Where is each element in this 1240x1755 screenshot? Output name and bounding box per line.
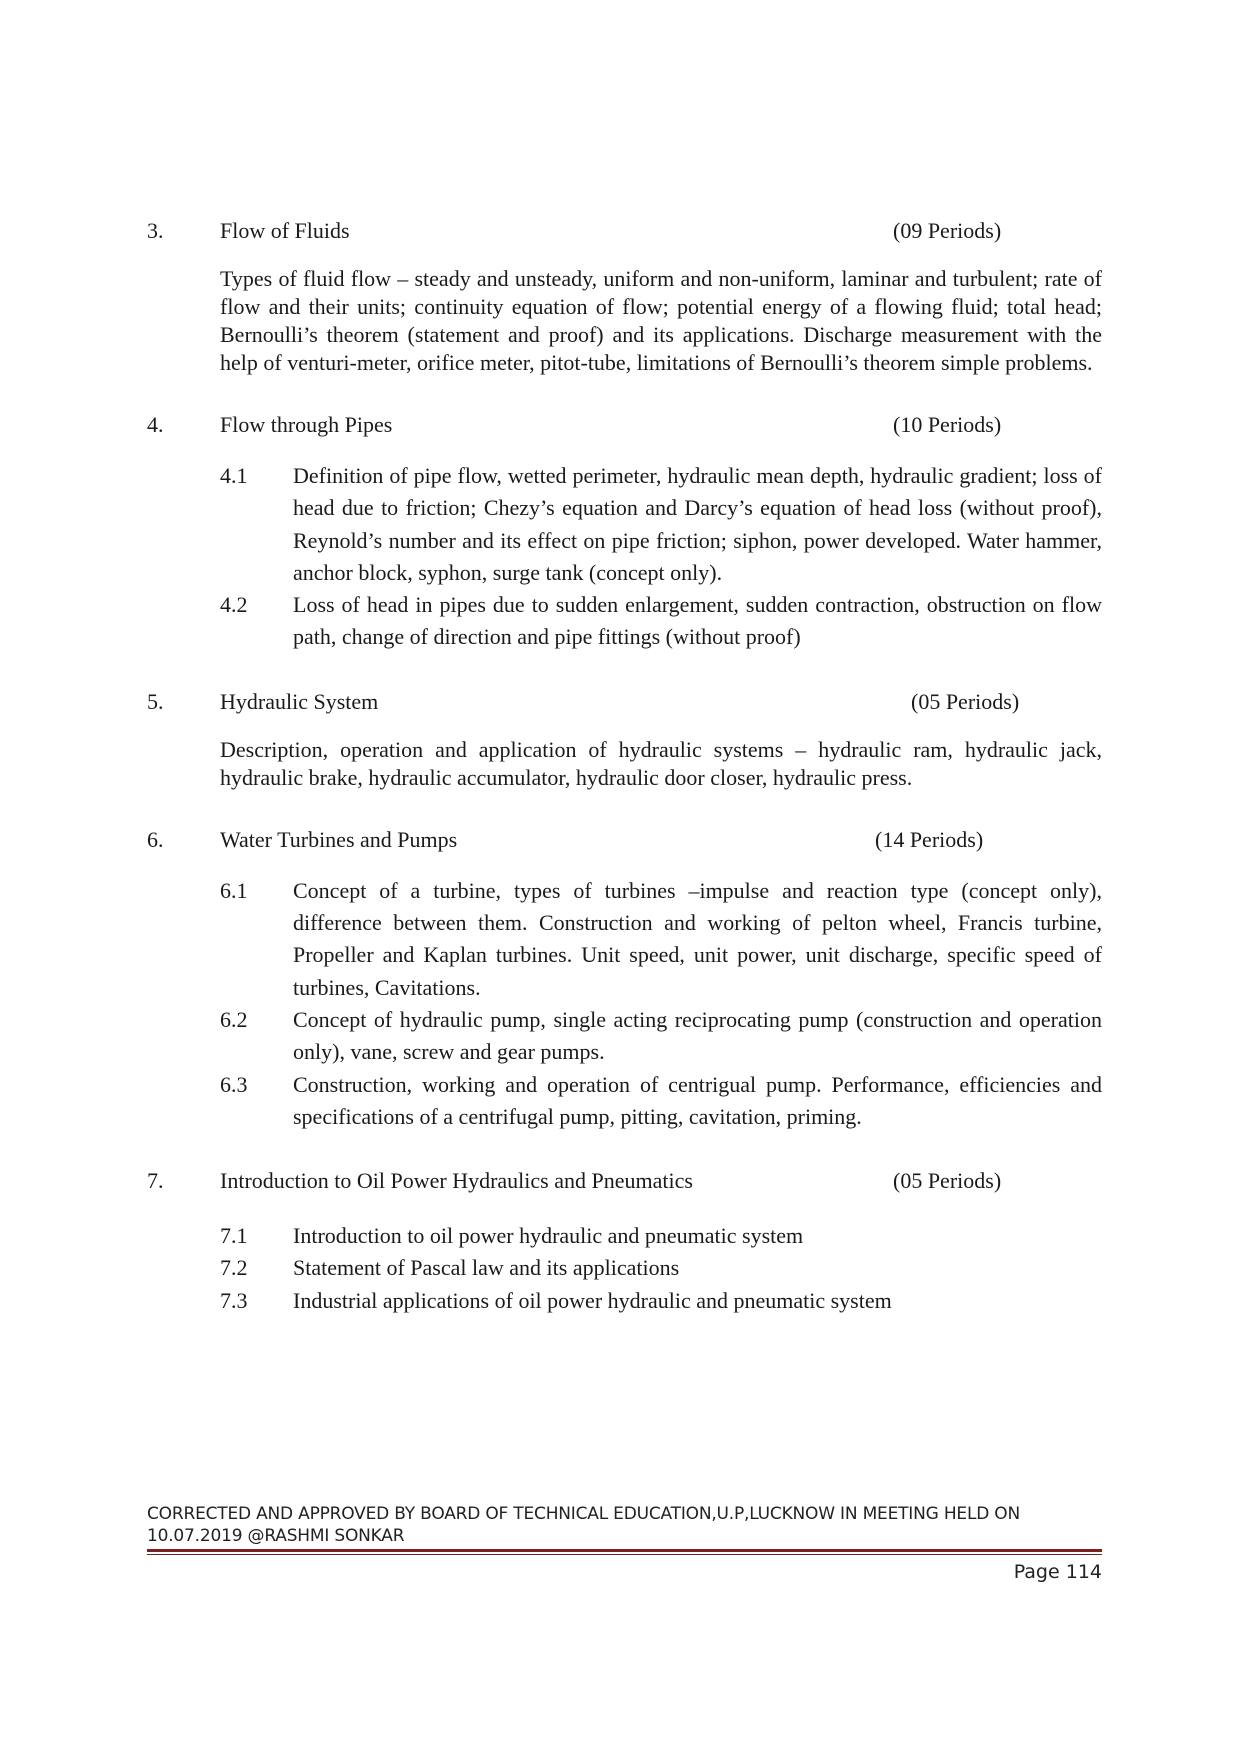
subtopic-number: 7.1: [220, 1223, 248, 1249]
syllabus-content: [147, 216, 1102, 1317]
section-periods: (05 Periods): [893, 1168, 1002, 1194]
section-title: Water Turbines and Pumps: [220, 826, 458, 852]
section-periods: (09 Periods): [893, 218, 1002, 243]
subtopic-text: Concept of a turbine, types of turbines –impulse and reaction type (concept only), difference between them. Construction and working of pelton wheel, Francis turbine, Propeller and Kaplan turbines. Unit speed, unit power, unit discharge, specific speed of turbines, Cavitations.: [293, 877, 1102, 1000]
subtopic-text: Loss of head in pipes due to sudden enlargement, sudden contraction, obstruction on flow path, change of direction and pipe fittings (without proof): [293, 592, 1102, 650]
section-title: Flow of Fluids: [220, 218, 350, 243]
subtopic-text: Statement of Pascal law and its applications: [293, 1255, 680, 1281]
subtopic-text: Definition of pipe flow, wetted perimeter, hydraulic mean depth, hydraulic gradient; loss of head due to friction; Chezy’s equation and Darcy’s equation of head loss (without proof), Reynold’s number and its effect on pipe friction; siphon, power developed. Water hammer, anchor block, syphon, surge tank (concept only).: [293, 463, 1102, 585]
section-number: 3.: [147, 218, 164, 243]
footer-note-line: CORRECTED AND APPROVED BY BOARD OF TECHNICAL EDUCATION,U.P,LUCKNOW IN MEETING HELD ON: [147, 1504, 1021, 1524]
subtopic-number: 6.2: [220, 1006, 248, 1032]
subtopic-number: 7.2: [220, 1255, 248, 1281]
section-number: 6.: [147, 826, 164, 852]
subtopic-number: 4.1: [220, 463, 248, 488]
section-number: 7.: [147, 1168, 164, 1194]
footer-divider-thin: [147, 1554, 1102, 1555]
subtopic-item: [220, 1285, 1102, 1317]
subtopic-number: 7.3: [220, 1287, 248, 1313]
section-title: Hydraulic System: [220, 688, 379, 714]
subtopic-item: [220, 589, 1102, 654]
section-periods: (14 Periods): [875, 826, 984, 852]
section-number: 5.: [147, 688, 164, 714]
subtopic-list: [220, 1220, 1102, 1317]
subtopic-text: Industrial applications of oil power hydraulic and pneumatic system: [293, 1287, 892, 1313]
section-description: Description, operation and application of hydraulic systems – hydraulic ram, hydraulic jack, hydraulic brake, hydraulic accumulator, hydraulic door closer, hydraulic press.: [220, 736, 1102, 790]
subtopic-text: Concept of hydraulic pump, single acting reciprocating pump (construction and operation only), vane, screw and gear pumps.: [293, 1006, 1102, 1065]
subtopic-item: [220, 1252, 1102, 1284]
subtopic-item: [220, 1069, 1102, 1134]
section-heading: [147, 1166, 1102, 1196]
subtopic-text: Construction, working and operation of centrigual pump. Performance, efficiencies and specifications of a centrifugal pump, pitting, cavitation, priming.: [293, 1071, 1102, 1129]
subtopic-number: 6.3: [220, 1071, 248, 1097]
section-heading: [147, 410, 1102, 440]
section-heading: [147, 687, 1102, 717]
footer-approval-note: [147, 1503, 1102, 1547]
footer-note-line: 10.07.2019 @RASHMI SONKAR: [147, 1526, 405, 1546]
footer-divider-thick: [147, 1549, 1102, 1552]
section-description: Types of fluid flow – steady and unsteady, uniform and non-uniform, laminar and turbulent; rate of flow and their units; continuity equation of flow; potential energy of a flowing fluid; total head; Bernoulli’s theorem (statement and proof) and its applications. Discharge measurement with the help of venturi-meter, orifice meter, pitot-tube, limitations of Bernoulli’s theorem simple problems.: [220, 266, 1102, 375]
section-title: Flow through Pipes: [220, 412, 393, 437]
subtopic-list: [220, 460, 1102, 654]
subtopic-text: Introduction to oil power hydraulic and pneumatic system: [293, 1223, 804, 1249]
subtopic-item: [220, 875, 1102, 1004]
page-number: Page 114: [1013, 1561, 1102, 1583]
subtopic-list: [220, 875, 1102, 1133]
section-title: Introduction to Oil Power Hydraulics and Pneumatics: [220, 1168, 693, 1194]
section-periods: (05 Periods): [911, 688, 1020, 714]
subtopic-item: [220, 1220, 1102, 1252]
section-number: 4.: [147, 412, 164, 437]
subtopic-item: [220, 460, 1102, 589]
section-periods: (10 Periods): [893, 412, 1002, 437]
section-heading: [147, 825, 1102, 855]
subtopic-number: 4.2: [220, 592, 248, 618]
subtopic-item: [220, 1004, 1102, 1069]
section-heading: [147, 216, 1102, 246]
subtopic-number: 6.1: [220, 877, 248, 903]
